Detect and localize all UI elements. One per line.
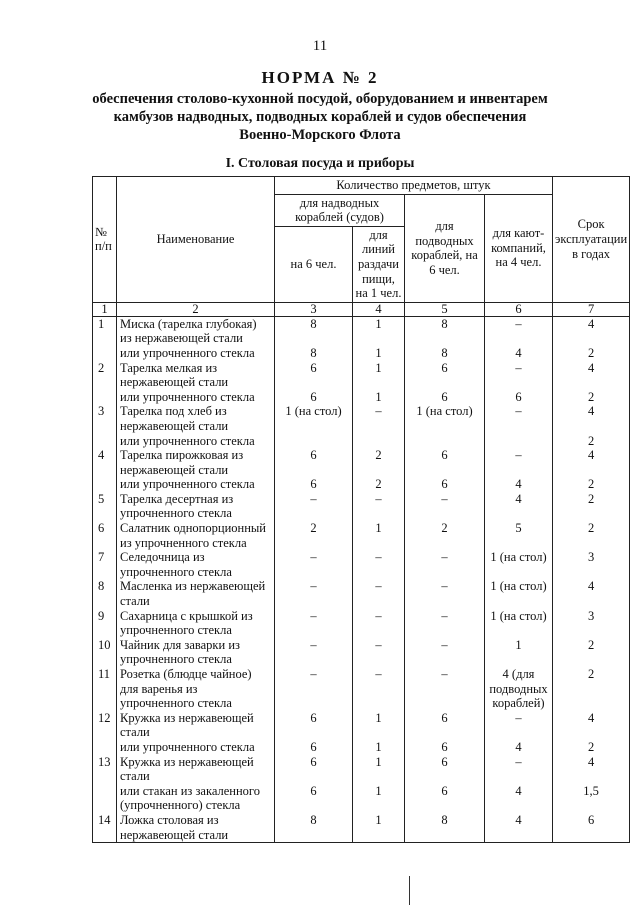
qty-cabin: – (485, 448, 553, 477)
qty-submarine: – (405, 550, 485, 579)
qty-cabin: 1 (на стол) (485, 550, 553, 579)
qty-surface-6: 1 (на стол) (275, 404, 353, 433)
qty-submarine: 6 (405, 755, 485, 784)
header-name: Наименование (117, 177, 275, 303)
qty-submarine: 6 (405, 361, 485, 390)
qty-submarine: 6 (405, 711, 485, 740)
qty-surface-lines: 2 (353, 477, 405, 492)
item-name: или упрочненного стекла (117, 477, 275, 492)
qty-surface-6: 6 (275, 448, 353, 477)
service-term: 3 (553, 550, 630, 579)
page-number: 11 (312, 38, 328, 54)
qty-cabin: 4 (485, 477, 553, 492)
service-term: 2 (553, 434, 630, 449)
qty-surface-6: – (275, 492, 353, 521)
header-num: № п/п (93, 177, 117, 303)
table-row (93, 316, 630, 346)
qty-surface-lines: 1 (353, 361, 405, 390)
qty-surface-6: 6 (275, 784, 353, 813)
row-number: 14 (93, 813, 117, 843)
header-cabin: для кают-компаний, на 4 чел. (485, 194, 553, 302)
table-row (93, 434, 630, 449)
qty-submarine: – (405, 638, 485, 667)
column-numbers-row (93, 302, 630, 316)
qty-submarine: – (405, 667, 485, 711)
qty-cabin: – (485, 361, 553, 390)
row-number: 12 (93, 711, 117, 740)
table-row (93, 638, 630, 667)
item-name: Кружка из нержавеющей стали (117, 755, 275, 784)
table-row (93, 521, 630, 550)
item-name: Тарелка под хлеб из нержавеющей стали (117, 404, 275, 433)
qty-surface-6: 8 (275, 813, 353, 843)
subtitle-line-1: обеспечения столово-кухонной посудой, оборудованием и инвентарем (92, 91, 548, 107)
service-term: 3 (553, 609, 630, 638)
item-name: или упрочненного стекла (117, 740, 275, 755)
service-term: 1,5 (553, 784, 630, 813)
qty-surface-lines: 1 (353, 316, 405, 346)
qty-cabin: 4 (485, 813, 553, 843)
qty-submarine: 6 (405, 784, 485, 813)
qty-submarine: 6 (405, 477, 485, 492)
service-term: 4 (553, 448, 630, 477)
row-number: 9 (93, 609, 117, 638)
row-number: 5 (93, 492, 117, 521)
qty-surface-lines: 2 (353, 448, 405, 477)
service-term: 2 (553, 346, 630, 361)
row-number (93, 390, 117, 405)
item-name: Селедочница из упрочненного стекла (117, 550, 275, 579)
qty-submarine (405, 434, 485, 449)
qty-submarine: – (405, 609, 485, 638)
item-name: или упрочненного стекла (117, 390, 275, 405)
table-row (93, 579, 630, 608)
qty-surface-lines: – (353, 404, 405, 433)
item-name: Салатник однопорционный из упрочненного стекла (117, 521, 275, 550)
qty-surface-6: 6 (275, 477, 353, 492)
qty-surface-lines: 1 (353, 521, 405, 550)
row-number: 6 (93, 521, 117, 550)
table-row (93, 711, 630, 740)
service-term: 2 (553, 521, 630, 550)
service-term: 4 (553, 579, 630, 608)
table-row (93, 784, 630, 813)
qty-submarine: – (405, 492, 485, 521)
column-number: 4 (353, 302, 405, 316)
table-row (93, 477, 630, 492)
table-row (93, 609, 630, 638)
qty-surface-lines: 1 (353, 784, 405, 813)
item-name: Тарелка мелкая из нержавеющей стали (117, 361, 275, 390)
qty-surface-6: 6 (275, 755, 353, 784)
qty-submarine: 2 (405, 521, 485, 550)
service-term: 4 (553, 404, 630, 433)
item-name: Розетка (блюдце чайное) для варенья из упрочненного стекла (117, 667, 275, 711)
qty-surface-6 (275, 434, 353, 449)
row-number (93, 477, 117, 492)
qty-cabin: – (485, 316, 553, 346)
qty-submarine: – (405, 579, 485, 608)
qty-surface-6: – (275, 638, 353, 667)
item-name: Миска (тарелка глубокая) из нержавеющей стали (117, 316, 275, 346)
table-row (93, 404, 630, 433)
qty-cabin: 4 (485, 784, 553, 813)
service-term: 4 (553, 755, 630, 784)
qty-submarine: 1 (на стол) (405, 404, 485, 433)
table-body (93, 316, 630, 842)
item-name: Ложка столовая из нержавеющей стали (117, 813, 275, 843)
qty-surface-6: 2 (275, 521, 353, 550)
table-row (93, 346, 630, 361)
column-number: 5 (405, 302, 485, 316)
qty-cabin: 4 (для подводных кораблей) (485, 667, 553, 711)
table-row (93, 492, 630, 521)
row-number: 11 (93, 667, 117, 711)
qty-surface-6: 6 (275, 740, 353, 755)
qty-cabin: 4 (485, 492, 553, 521)
column-number: 1 (93, 302, 117, 316)
qty-surface-6: – (275, 579, 353, 608)
qty-surface-lines: 1 (353, 813, 405, 843)
item-name: Сахарница с крышкой из упрочненного стекла (117, 609, 275, 638)
table-row (93, 361, 630, 390)
column-number: 2 (117, 302, 275, 316)
qty-surface-lines: 1 (353, 390, 405, 405)
item-name: или стакан из закаленного (упрочненного) стекла (117, 784, 275, 813)
qty-submarine: 8 (405, 813, 485, 843)
header-qty-group: Количество предметов, штук (275, 177, 553, 195)
header-submarine: для подводных кораблей, на 6 чел. (405, 194, 485, 302)
qty-surface-6: 6 (275, 711, 353, 740)
table-row (93, 813, 630, 843)
row-number: 2 (93, 361, 117, 390)
qty-cabin: 4 (485, 346, 553, 361)
column-number: 3 (275, 302, 353, 316)
table-row (93, 667, 630, 711)
qty-cabin: 6 (485, 390, 553, 405)
table-row (93, 390, 630, 405)
qty-surface-lines: – (353, 638, 405, 667)
header-surface-6: на 6 чел. (275, 226, 353, 302)
table-row (93, 755, 630, 784)
service-term: 2 (553, 477, 630, 492)
qty-surface-lines: 1 (353, 346, 405, 361)
row-number: 8 (93, 579, 117, 608)
qty-surface-lines: – (353, 550, 405, 579)
norms-table (92, 176, 630, 843)
service-term: 6 (553, 813, 630, 843)
item-name: или упрочненного стекла (117, 434, 275, 449)
row-number (93, 784, 117, 813)
item-name: Масленка из нержавеющей стали (117, 579, 275, 608)
section-title: I. Столовая посуда и приборы (225, 156, 415, 171)
column-number: 6 (485, 302, 553, 316)
service-term: 4 (553, 316, 630, 346)
column-number: 7 (553, 302, 630, 316)
service-term: 4 (553, 361, 630, 390)
qty-submarine: 6 (405, 740, 485, 755)
subtitle-line-2: камбузов надводных, подводных кораблей и судов обеспечения (113, 109, 527, 125)
service-term: 2 (553, 740, 630, 755)
header-surface-group: для надводных кораблей (судов) (275, 194, 405, 226)
qty-surface-lines: – (353, 579, 405, 608)
item-name: Тарелка пирожковая из нержавеющей стали (117, 448, 275, 477)
row-number: 4 (93, 448, 117, 477)
table-row (93, 740, 630, 755)
qty-surface-6: 8 (275, 346, 353, 361)
qty-cabin: 1 (на стол) (485, 579, 553, 608)
service-term: 2 (553, 492, 630, 521)
qty-submarine: 6 (405, 390, 485, 405)
header-term: Срок эксплуатации в годах (553, 177, 630, 303)
margin-mark (409, 876, 410, 905)
qty-surface-6: 6 (275, 361, 353, 390)
service-term: 2 (553, 667, 630, 711)
qty-cabin: – (485, 404, 553, 433)
qty-surface-lines: – (353, 609, 405, 638)
item-name: Чайник для заварки из упрочненного стекла (117, 638, 275, 667)
qty-cabin: 1 (на стол) (485, 609, 553, 638)
qty-surface-lines: 1 (353, 711, 405, 740)
qty-cabin: – (485, 711, 553, 740)
qty-cabin: 5 (485, 521, 553, 550)
table-row (93, 448, 630, 477)
row-number: 13 (93, 755, 117, 784)
row-number (93, 346, 117, 361)
document-subtitle (70, 90, 570, 144)
qty-cabin (485, 434, 553, 449)
qty-surface-6: – (275, 550, 353, 579)
qty-submarine: 8 (405, 316, 485, 346)
document-title: НОРМА № 2 (261, 68, 379, 87)
qty-surface-6: 8 (275, 316, 353, 346)
table-row (93, 550, 630, 579)
qty-cabin: 4 (485, 740, 553, 755)
item-name: Кружка из нержавеющей стали (117, 711, 275, 740)
service-term: 2 (553, 390, 630, 405)
item-name: Тарелка десертная из упрочненного стекла (117, 492, 275, 521)
subtitle-line-3: Военно-Морского Флота (239, 127, 401, 143)
qty-surface-6: 6 (275, 390, 353, 405)
row-number: 3 (93, 404, 117, 433)
row-number: 10 (93, 638, 117, 667)
qty-surface-lines: – (353, 667, 405, 711)
qty-surface-6: – (275, 667, 353, 711)
service-term: 2 (553, 638, 630, 667)
header-surface-lines: для линий раздачи пищи, на 1 чел. (353, 226, 405, 302)
row-number (93, 434, 117, 449)
row-number: 1 (93, 316, 117, 346)
row-number: 7 (93, 550, 117, 579)
qty-surface-lines: – (353, 492, 405, 521)
qty-surface-6: – (275, 609, 353, 638)
qty-surface-lines (353, 434, 405, 449)
item-name: или упрочненного стекла (117, 346, 275, 361)
row-number (93, 740, 117, 755)
qty-surface-lines: 1 (353, 755, 405, 784)
qty-submarine: 6 (405, 448, 485, 477)
service-term: 4 (553, 711, 630, 740)
qty-submarine: 8 (405, 346, 485, 361)
qty-cabin: 1 (485, 638, 553, 667)
qty-cabin: – (485, 755, 553, 784)
qty-surface-lines: 1 (353, 740, 405, 755)
